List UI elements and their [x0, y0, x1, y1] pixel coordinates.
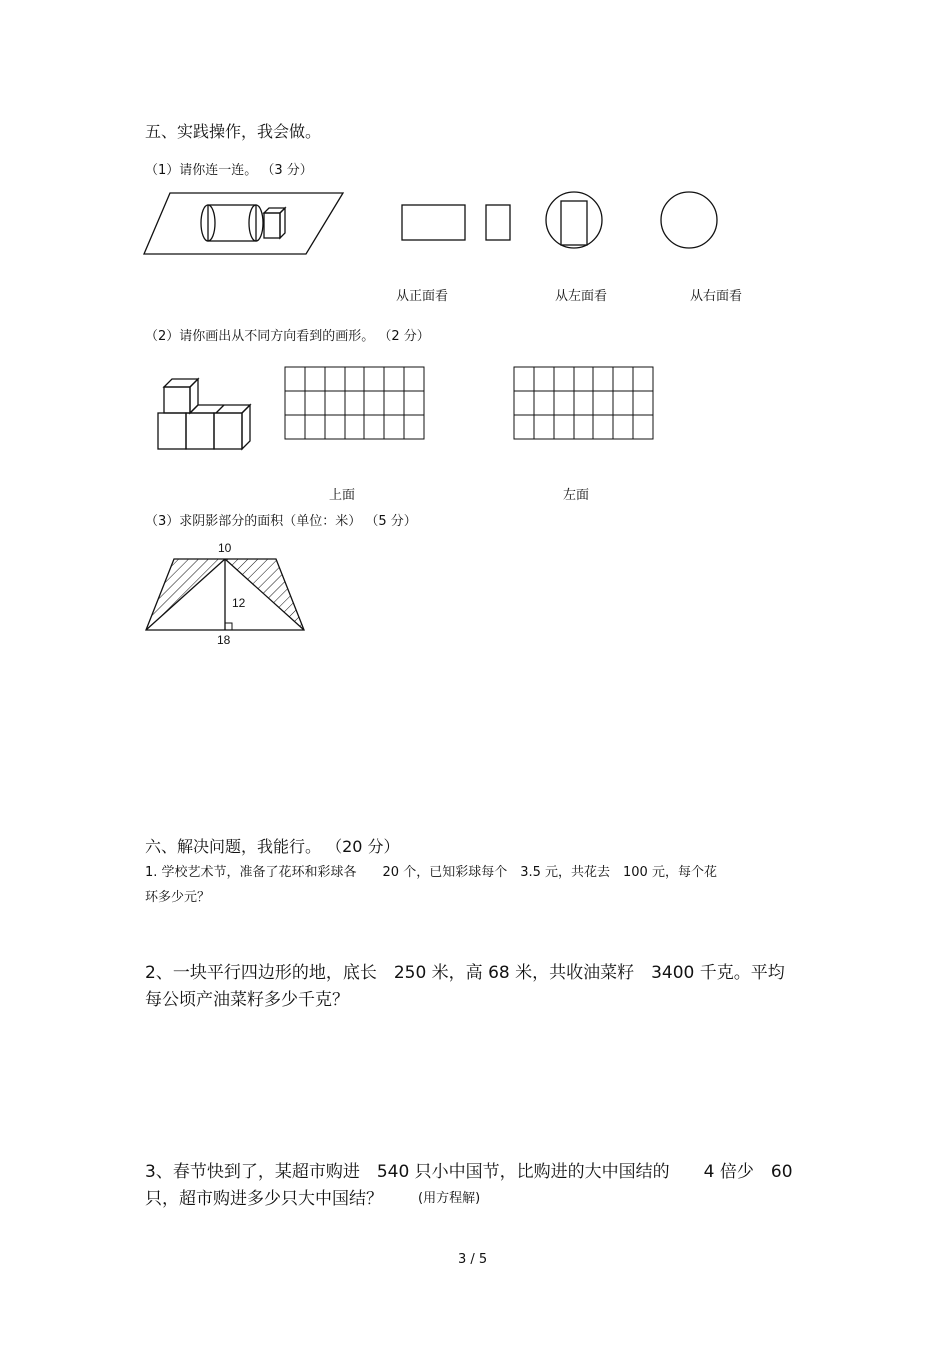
- grid-label-top: 上面: [329, 488, 356, 503]
- q1-view-circle-with-rectangle: [543, 189, 607, 253]
- section-5-title: 五、实践操作，我会做。: [145, 122, 322, 141]
- q1-view-circle: [658, 189, 722, 253]
- label-bottom-base: 18: [217, 633, 231, 647]
- problem-3-note: (用方程解): [418, 1191, 481, 1206]
- q1-prompt: （1）请你连一连。 （3 分）: [145, 163, 313, 178]
- q1-solids-figure: [140, 188, 380, 260]
- grid-top-view: [284, 366, 426, 441]
- problem-3-line-2: 只，超市购进多少只大中国结？: [145, 1189, 383, 1209]
- q3-prompt: （3）求阴影部分的面积（单位：米） （5 分）: [145, 514, 417, 529]
- q1-view-rectangle-narrow: [484, 203, 514, 243]
- grid-left-view: [513, 366, 655, 441]
- q3-trapezoid-figure: [140, 538, 315, 648]
- q2-cube-stack-figure: [155, 376, 259, 454]
- grid-label-left: 左面: [563, 488, 590, 503]
- label-height: 12: [232, 596, 246, 610]
- label-top-base: 10: [218, 541, 232, 555]
- q1-view-rectangle-wide: [400, 203, 468, 243]
- section-6-title: 六、解决问题，我能行。 （20 分）: [145, 837, 400, 856]
- q2-prompt: （2）请你画出从不同方向看到的画形。 （2 分）: [145, 329, 430, 344]
- page-number: 3 / 5: [458, 1252, 488, 1267]
- problem-1-line-1: 1. 学校艺术节，准备了花环和彩球各 20 个，已知彩球每个 3.5 元，共花去 100 元，每个花: [145, 865, 717, 880]
- problem-3-line-1: 3、春节快到了，某超市购进 540 只小中国节，比购进的大中国结的 4 倍少 60: [145, 1162, 793, 1182]
- problem-2-line-2: 每公顷产油菜籽多少千克？: [145, 990, 349, 1010]
- view-label-left: 从左面看: [555, 289, 608, 304]
- view-label-right: 从右面看: [690, 289, 743, 304]
- view-label-front: 从正面看: [396, 289, 449, 304]
- problem-1-line-2: 环多少元？: [145, 890, 211, 905]
- problem-2-line-1: 2、一块平行四边形的地，底长 250 米，高 68 米，共收油菜籽 3400 千克。平均: [145, 963, 785, 983]
